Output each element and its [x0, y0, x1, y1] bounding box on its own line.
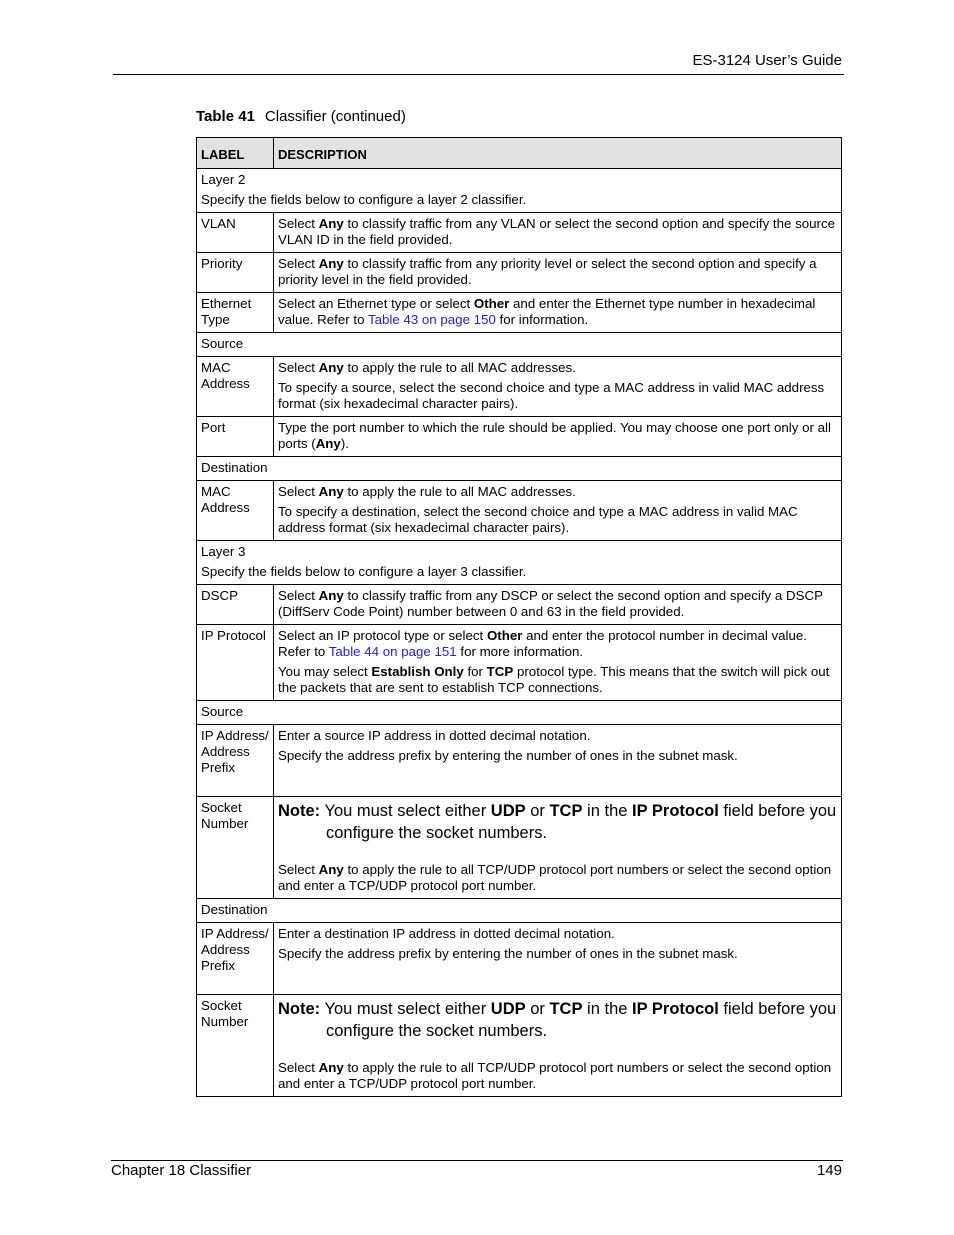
table-header-row	[197, 138, 842, 169]
column-header-label: LABEL	[197, 138, 274, 169]
row-description: Note: You must select either UDP or TCP in the IP Protocol field before you configure the socket numbers. Select Any to apply the rule to all TCP/UDP protocol port numbers or select the second option and enter a TCP/UDP protocol port number.	[274, 995, 842, 1097]
note-text: Note: You must select either UDP or TCP in the IP Protocol field before you configure the socket numbers.	[278, 802, 837, 842]
page-number: 149	[816, 1162, 842, 1179]
row-label: Socket Number	[197, 797, 274, 899]
row-description: Select Any to apply the rule to all MAC addresses. To specify a destination, select the second choice and type a MAC address in valid MAC address format (six hexadecimal character pairs).	[274, 481, 842, 541]
row-description: Select Any to classify traffic from any DSCP or select the second option and specify a DSCP (DiffServ Code Point) number between 0 and 63 in the field provided.	[274, 585, 842, 625]
chapter-label: Chapter 18 Classifier	[111, 1162, 252, 1179]
table-43-link[interactable]: Table 43 on page 150	[367, 312, 496, 327]
table-row-port	[197, 417, 842, 457]
section-title: Destination	[197, 899, 842, 923]
row-description: Enter a source IP address in dotted decimal notation. Specify the address prefix by entering the number of ones in the subnet mask.	[274, 725, 842, 797]
guide-title: ES-3124 User’s Guide	[692, 52, 842, 69]
section-row-l3-source	[197, 701, 842, 725]
table-title: Classifier (continued)	[264, 108, 406, 125]
footer-rule	[111, 1160, 843, 1161]
row-label: MAC Address	[197, 481, 274, 541]
column-header-description: DESCRIPTION	[274, 138, 842, 169]
section-row-l2-destination	[197, 457, 842, 481]
section-title: Destination	[197, 457, 842, 481]
row-description: Type the port number to which the rule should be applied. You may choose one port only or all ports (Any).	[274, 417, 842, 457]
table-row-destination-mac	[197, 481, 842, 541]
table-row-ethernet-type	[197, 293, 842, 333]
row-description: Enter a destination IP address in dotted decimal notation. Specify the address prefix by entering the number of ones in the subnet mask.	[274, 923, 842, 995]
row-label: DSCP	[197, 585, 274, 625]
section-row-l3-destination	[197, 899, 842, 923]
row-label: VLAN	[197, 213, 274, 253]
table-row-priority	[197, 253, 842, 293]
row-description: Select an Ethernet type or select Other and enter the Ethernet type number in hexadecimal value. Refer to Table 43 on page 150 for information.	[274, 293, 842, 333]
section-row-l2-source	[197, 333, 842, 357]
table-row-destination-ip	[197, 923, 842, 995]
section-title: Layer 3	[201, 544, 246, 559]
table-row-vlan	[197, 213, 842, 253]
row-label: IP Address/ Address Prefix	[197, 923, 274, 995]
classifier-table	[196, 137, 842, 1097]
table-44-link[interactable]: Table 44 on page 151	[328, 644, 457, 659]
table-row-source-socket	[197, 797, 842, 899]
row-label: IP Protocol	[197, 625, 274, 701]
row-description: Select Any to classify traffic from any priority level or select the second option and specify a priority level in the field provided.	[274, 253, 842, 293]
note-text: Note: You must select either UDP or TCP in the IP Protocol field before you configure the socket numbers.	[278, 1000, 837, 1040]
row-label: Ethernet Type	[197, 293, 274, 333]
row-label: Priority	[197, 253, 274, 293]
row-label: Port	[197, 417, 274, 457]
section-row-layer2	[197, 169, 842, 213]
table-row-destination-socket	[197, 995, 842, 1097]
section-row-layer3	[197, 541, 842, 585]
section-title: Source	[197, 333, 842, 357]
table-row-dscp	[197, 585, 842, 625]
row-description: Note: You must select either UDP or TCP in the IP Protocol field before you configure the socket numbers. Select Any to apply the rule to all TCP/UDP protocol port numbers or select the second option and enter a TCP/UDP protocol port number.	[274, 797, 842, 899]
section-title: Source	[197, 701, 842, 725]
row-label: Socket Number	[197, 995, 274, 1097]
row-description: Select an IP protocol type or select Other and enter the protocol number in decimal value. Refer to Table 44 on page 151 for more information. You may select Establish Only for TCP protocol type. This means that the switch will pick out the packets that are sent to establish TCP connections.	[274, 625, 842, 701]
header-rule	[113, 74, 844, 75]
row-label: IP Address/ Address Prefix	[197, 725, 274, 797]
table-row-ip-protocol	[197, 625, 842, 701]
table-row-source-ip	[197, 725, 842, 797]
section-description: Specify the fields below to configure a layer 3 classifier.	[201, 564, 527, 579]
section-title: Layer 2	[201, 172, 246, 187]
table-number: Table 41	[196, 108, 255, 125]
row-description: Select Any to apply the rule to all MAC addresses. To specify a source, select the second choice and type a MAC address in valid MAC address format (six hexadecimal character pairs).	[274, 357, 842, 417]
row-label: MAC Address	[197, 357, 274, 417]
table-caption	[196, 108, 406, 125]
row-description: Select Any to classify traffic from any VLAN or select the second option and specify the source VLAN ID in the field provided.	[274, 213, 842, 253]
table-row-source-mac	[197, 357, 842, 417]
section-description: Specify the fields below to configure a layer 2 classifier.	[201, 192, 527, 207]
